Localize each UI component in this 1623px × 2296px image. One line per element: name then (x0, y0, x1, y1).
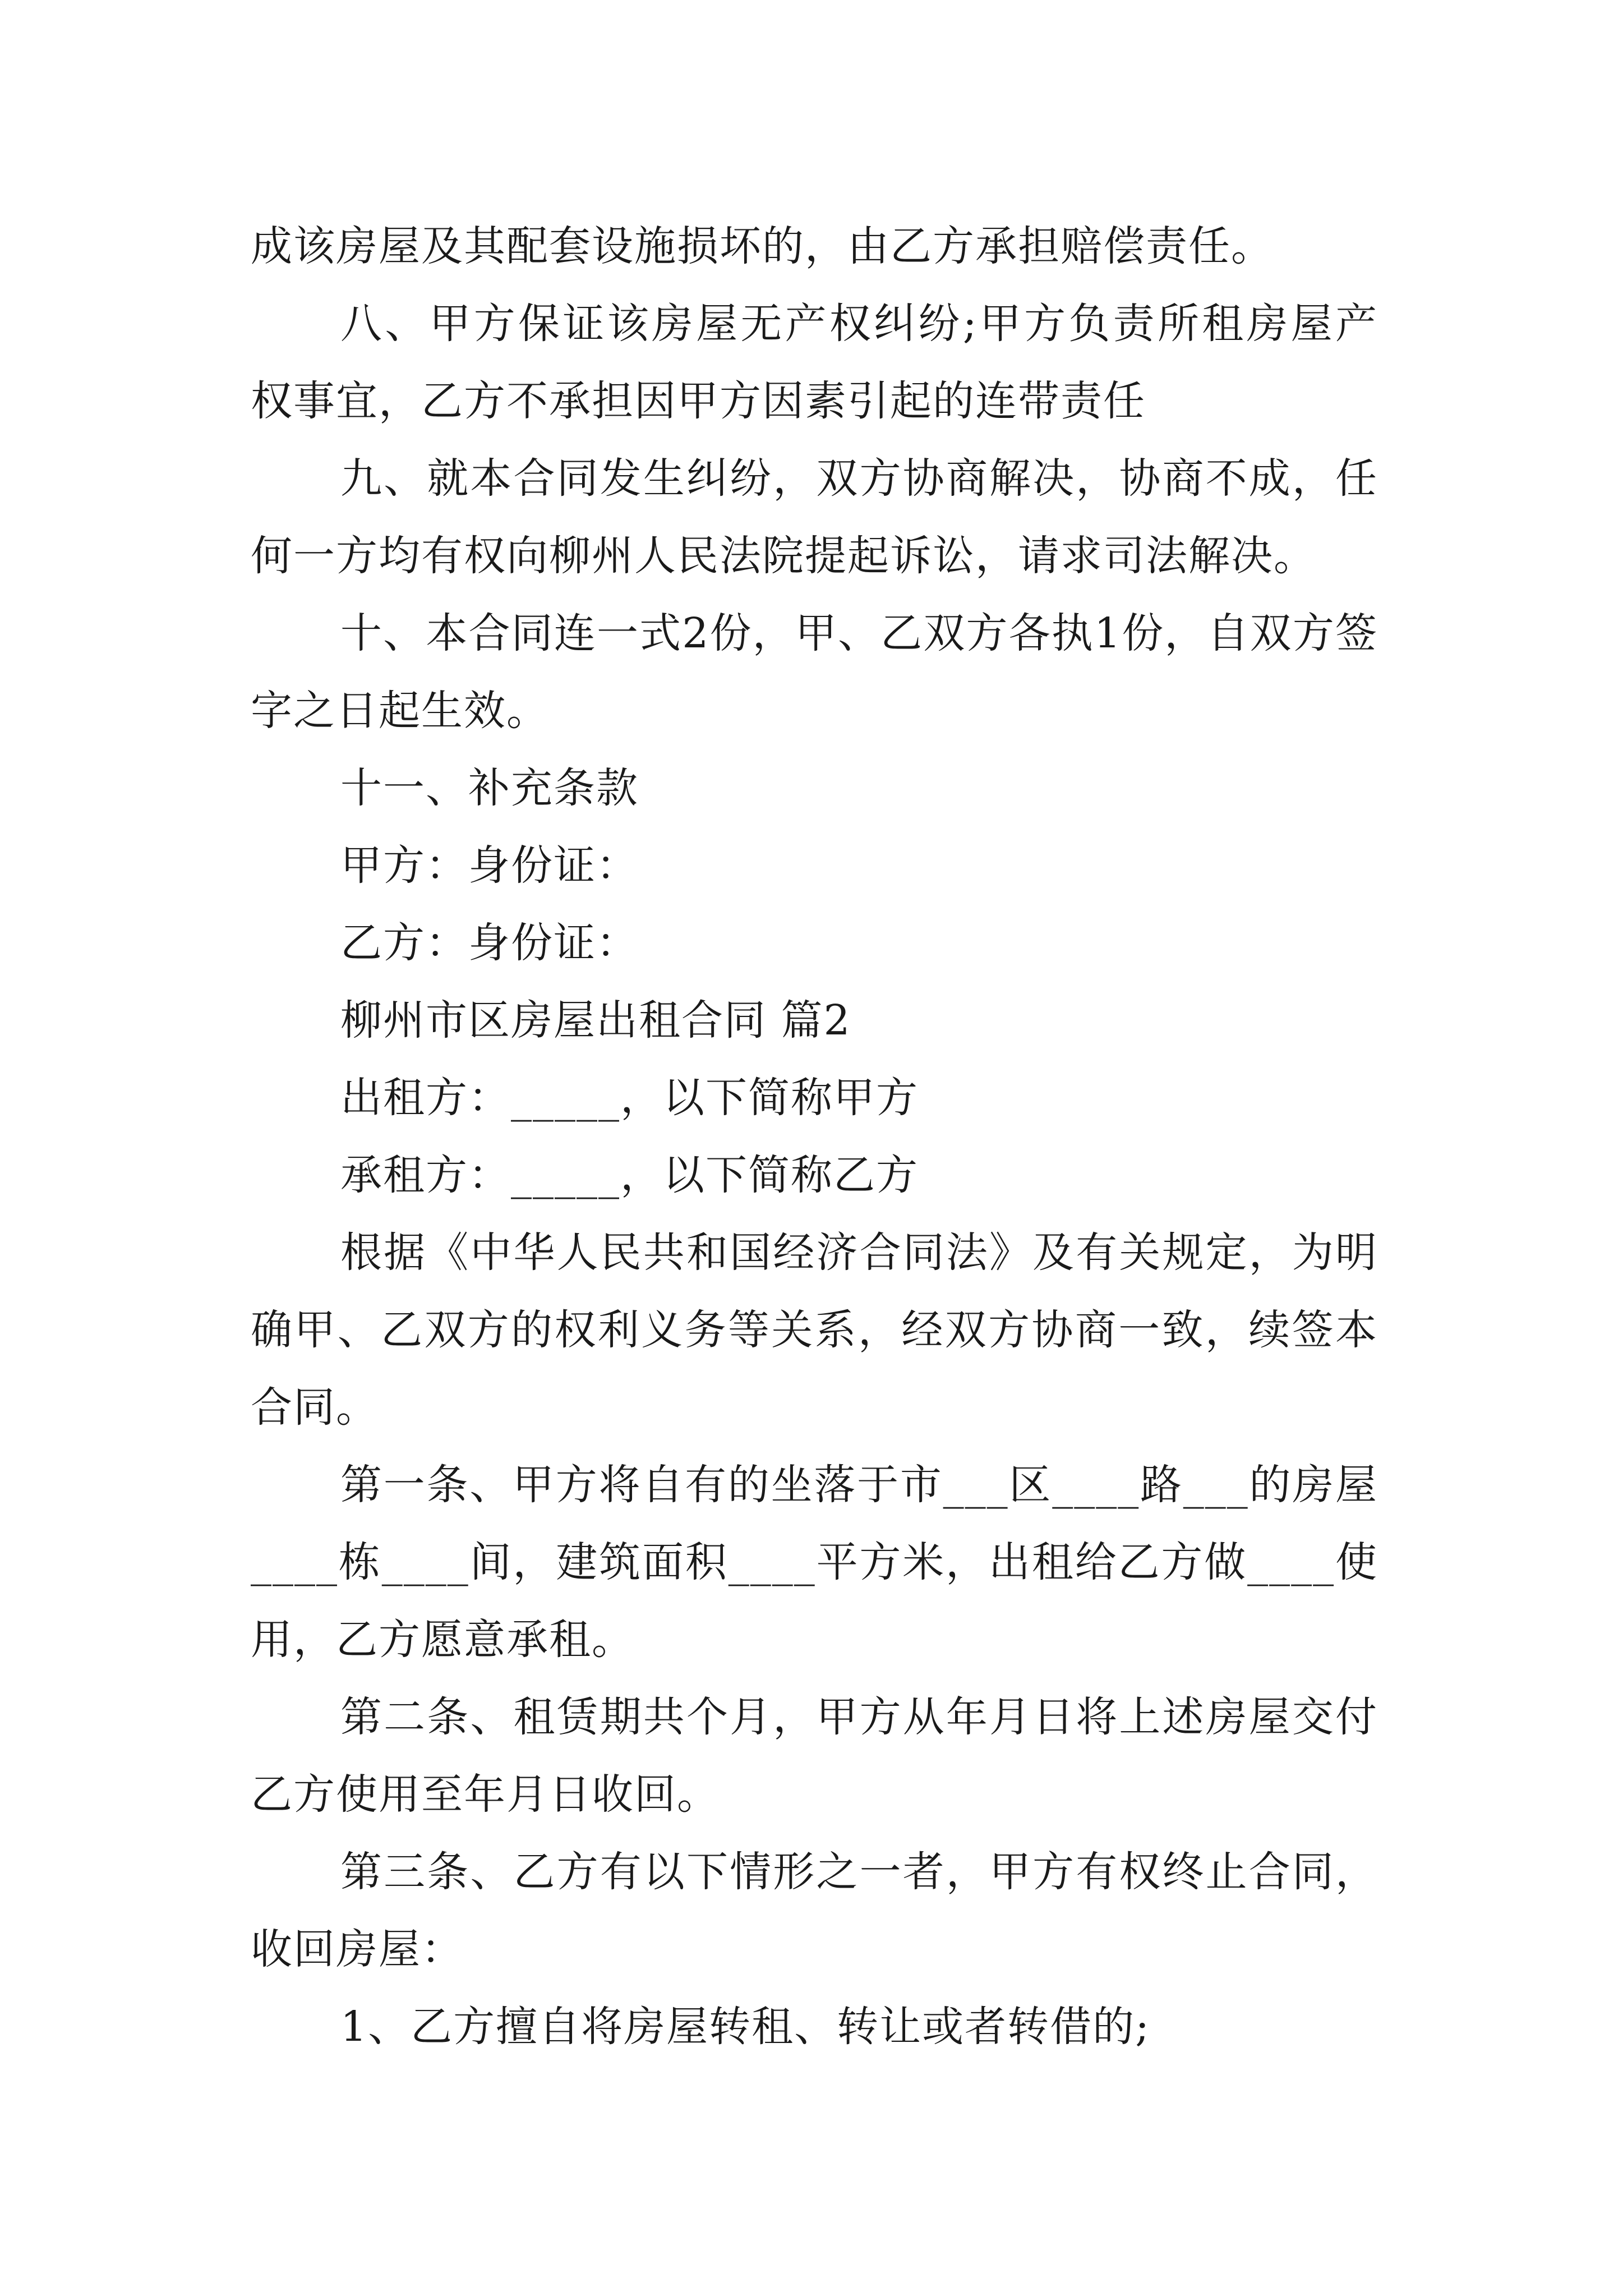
paragraph-clause-11: 十一、补充条款 (340, 764, 639, 812)
party-a-id-line: 甲方：身份证： (340, 841, 639, 890)
lessee-line: 承租方：_____，以下简称乙方 (340, 1151, 919, 1199)
paragraph-preamble: 根据《中华人民共和国经济合同法》及有关规定，为明确甲、乙双方的权利义务等关系，经双方协商一致，续签本合同。 (251, 1228, 1378, 1432)
paragraph-article-2: 第二条、租赁期共个月，甲方从年月日将上述房屋交付乙方使用至年月日收回。 (251, 1693, 1378, 1819)
paragraph-article-3-item-1: 1、乙方擅自将房屋转租、转让或者转借的; (340, 2003, 1151, 2051)
document-body (251, 208, 1378, 2065)
paragraph-clause-10: 十、本合同连一式2份，甲、乙双方各执1份，自双方签字之日起生效。 (251, 609, 1378, 735)
paragraph-damage-liability: 成该房屋及其配套设施损坏的，由乙方承担赔偿责任。 (251, 222, 1274, 270)
paragraph-article-3: 第三条、乙方有以下情形之一者，甲方有权终止合同，收回房屋： (251, 1848, 1378, 1973)
section-heading-part-2: 柳州市区房屋出租合同 篇2 (340, 996, 851, 1045)
paragraph-clause-9: 九、就本合同发生纠纷，双方协商解决，协商不成，任何一方均有权向柳州人民法院提起诉讼，请求司法解决。 (251, 454, 1378, 580)
party-b-id-line: 乙方：身份证： (340, 919, 639, 967)
lessor-line: 出租方：_____，以下简称甲方 (340, 1074, 919, 1122)
paragraph-article-1: 第一条、甲方将自有的坐落于市___区____路___的房屋____栋____间，建筑面积____平方米，出租给乙方做____使用，乙方愿意承租。 (251, 1461, 1378, 1664)
paragraph-clause-8: 八、甲方保证该房屋无产权纠纷;甲方负责所租房屋产权事宜，乙方不承担因甲方因素引起的连带责任 (251, 300, 1378, 425)
